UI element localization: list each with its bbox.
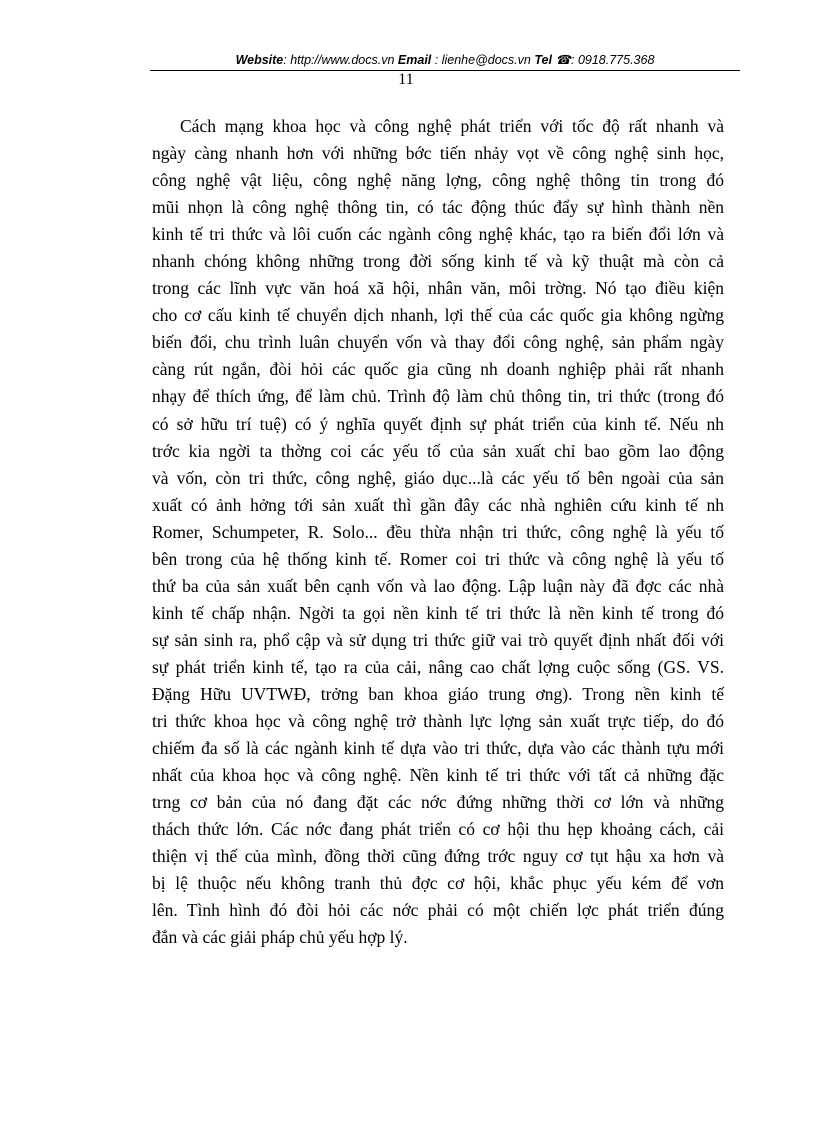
email-label: Email xyxy=(397,53,432,67)
body-line: càng rút ngắn, đòi hỏi các quốc gia cũng nh doanh nghiệp phải rất nhanh xyxy=(152,359,724,380)
body-line: bên trong của hệ thống kinh tế. Romer coi tri thức và công nghệ là yếu tố xyxy=(152,548,724,569)
tel-label: Tel xyxy=(534,53,552,67)
body-line: thiện vị thế của mình, đồng thời cũng đứng trớc nguy cơ tụt hậu xa hơn và xyxy=(152,846,724,867)
body-line: thách thức lớn. Các nớc đang phát triển có cơ hội thu hẹp khoảng cách, cải xyxy=(152,819,724,840)
body-line: chiếm đa số là các ngành kinh tế dựa vào tri thức, dựa vào các thành tựu mới xyxy=(152,738,724,759)
body-line: sự phát triển kinh tế, tạo ra của cải, nâng cao chất lợng cuộc sống (GS. VS. xyxy=(152,656,724,677)
body-line: nhất của khoa học và công nghệ. Nền kinh tế tri thức với tất cả những đặc xyxy=(152,765,724,786)
body-line: mũi nhọn là công nghệ thông tin, có tác động thúc đẩy sự hình thành nền xyxy=(152,197,724,218)
body-line: trng cơ bản của nó đang đặt các nớc đứng những thời cơ lớn và những xyxy=(152,792,724,813)
body-line: kinh tế chấp nhận. Ngời ta gọi nền kinh tế tri thức là nền kinh tế trong đó xyxy=(152,602,724,623)
body-paragraph xyxy=(152,113,724,951)
body-line: lên. Tình hình đó đòi hỏi các nớc phải có một chiến lợc phát triển đúng xyxy=(152,900,724,921)
body-line: cho cơ cấu kinh tế chuyển dịch nhanh, lợi thế của các quốc gia không ngừng xyxy=(152,305,724,326)
body-line: xuất có ảnh hởng tới sản xuất thì gần đây các nhà nghiên cứu kinh tế nh xyxy=(152,494,724,515)
body-line: nhanh chóng không những trong đời sống kinh tế và kỹ thuật mà còn cả xyxy=(152,251,724,272)
body-line: sự sản sinh ra, phổ cập và sử dụng tri thức giữ vai trò quyết định nhất đối với xyxy=(152,629,724,650)
body-line: ngày càng nhanh hơn với những bớc tiến nhảy vọt về công nghệ sinh học, xyxy=(152,143,724,164)
tel-value: : 0918.775.368 xyxy=(571,53,655,67)
website-label: Website xyxy=(235,53,284,67)
body-line: đắn và các giải pháp chủ yếu hợp lý. xyxy=(152,927,408,948)
body-line: có sở hữu trí tuệ) có ý nghĩa quyết định sự phát triển của kinh tế. Nếu nh xyxy=(152,413,724,434)
body-line: Cách mạng khoa học và công nghệ phát triển với tốc độ rất nhanh và xyxy=(180,116,724,136)
body-line: tri thức khoa học và công nghệ trở thành lực lợng sản xuất trực tiếp, do đó xyxy=(152,711,724,732)
body-line: nhạy để thích ứng, để làm chủ. Trình độ làm chủ thông tin, tri thức (trong đó xyxy=(152,386,724,407)
header-divider xyxy=(150,70,740,71)
email-value: : lienhe@docs.vn xyxy=(434,53,531,67)
body-line: thứ ba của sản xuất bên cạnh vốn và lao động. Lập luận này đã đợc các nhà xyxy=(152,575,724,596)
body-line: công nghệ vật liệu, công nghệ năng lợng, công nghệ thông tin trong đó xyxy=(152,170,724,191)
phone-icon: ☎ xyxy=(555,53,571,67)
body-line: và vốn, còn tri thức, công nghệ, giáo dục...là các yếu tố bên ngoài của sản xyxy=(152,467,724,488)
website-value: : http://www.docs.vn xyxy=(283,53,395,67)
page-number: 11 xyxy=(398,71,414,88)
body-line: Romer, Schumpeter, R. Solo... đều thừa nhận tri thức, công nghệ là yếu tố xyxy=(152,521,724,542)
body-line: kinh tế tri thức và lôi cuốn các ngành công nghệ khác, tạo ra biến đổi lớn và xyxy=(152,224,724,245)
page-header xyxy=(150,52,740,67)
body-line: bị lệ thuộc nếu không tranh thủ đợc cơ hội, khắc phục yếu kém để vơn xyxy=(152,873,724,894)
body-line: biến đổi, chu trình luân chuyển vốn và thay đổi công nghệ, sản phẩm ngày xyxy=(152,332,724,353)
body-line: trớc kia ngời ta thờng coi các yếu tố của sản xuất chỉ bao gồm lao động xyxy=(152,440,724,461)
body-line: trong các lĩnh vực văn hoá xã hội, nhân văn, môi trờng. Nó tạo điều kiện xyxy=(152,278,724,299)
body-line: Đặng Hữu UVTWĐ, trởng ban khoa giáo trung ơng). Trong nền kinh tế xyxy=(152,683,724,704)
